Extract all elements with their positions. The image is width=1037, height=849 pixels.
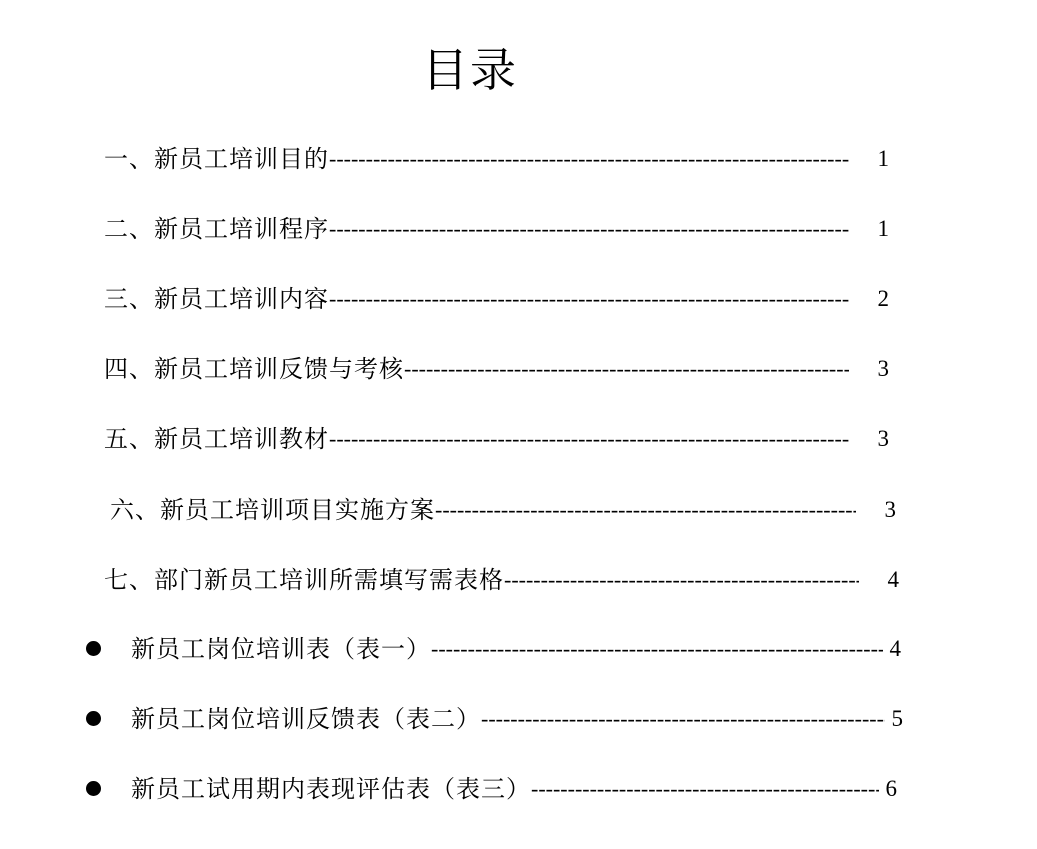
- toc-entry-label: 五、新员工培训教材: [104, 425, 329, 453]
- toc-leader-dashes: [329, 212, 849, 246]
- toc-entry-label: 七、部门新员工培训所需填写需表格: [104, 566, 504, 594]
- toc-leader-dashes: [481, 702, 885, 736]
- toc-page-number: 3: [877, 356, 889, 381]
- toc-entry-3[interactable]: [104, 282, 889, 316]
- toc-leader-dashes: [435, 493, 856, 527]
- toc-sub-entry-label: 新员工岗位培训反馈表（表二）: [131, 705, 481, 733]
- toc-page-number: 1: [877, 146, 889, 171]
- toc-entry-label: 一、新员工培训目的: [104, 145, 329, 173]
- toc-page-number: 4: [887, 567, 899, 592]
- toc-leader-dashes: [329, 142, 849, 176]
- page-title: 目录: [422, 43, 518, 97]
- toc-sub-entry-label: 新员工岗位培训表（表一）: [131, 635, 431, 663]
- toc-leader-dashes: [431, 632, 883, 666]
- toc-page-number: 3: [877, 426, 889, 451]
- toc-page-number: 4: [889, 636, 901, 661]
- toc-sub-entry-1[interactable]: [131, 632, 901, 666]
- toc-entry-label: 二、新员工培训程序: [104, 215, 329, 243]
- toc-entry-1[interactable]: [104, 142, 889, 176]
- toc-page-number: 5: [891, 706, 903, 731]
- toc-sub-entry-label: 新员工试用期内表现评估表（表三）: [131, 775, 531, 803]
- toc-sub-entry-2[interactable]: [131, 702, 903, 736]
- toc-page-number: 2: [877, 286, 889, 311]
- toc-leader-dashes: [404, 352, 849, 386]
- bullet-icon: [86, 641, 101, 656]
- toc-entry-7[interactable]: [104, 563, 899, 597]
- toc-entry-5[interactable]: [104, 422, 889, 456]
- toc-entry-2[interactable]: [104, 212, 889, 246]
- toc-entry-label: 六、新员工培训项目实施方案: [110, 496, 435, 524]
- toc-entry-label: 四、新员工培训反馈与考核: [104, 355, 404, 383]
- toc-leader-dashes: [531, 772, 879, 806]
- toc-sub-entry-3[interactable]: [131, 772, 897, 806]
- toc-page-number: 1: [877, 216, 889, 241]
- toc-entry-4[interactable]: [104, 352, 889, 386]
- bullet-icon: [86, 781, 101, 796]
- toc-leader-dashes: [329, 422, 849, 456]
- toc-entry-6[interactable]: [110, 493, 896, 527]
- toc-page-number: 3: [884, 497, 896, 522]
- toc-leader-dashes: [329, 282, 849, 316]
- toc-entry-label: 三、新员工培训内容: [104, 285, 329, 313]
- bullet-icon: [86, 711, 101, 726]
- toc-page-number: 6: [885, 776, 897, 801]
- toc-leader-dashes: [504, 563, 859, 597]
